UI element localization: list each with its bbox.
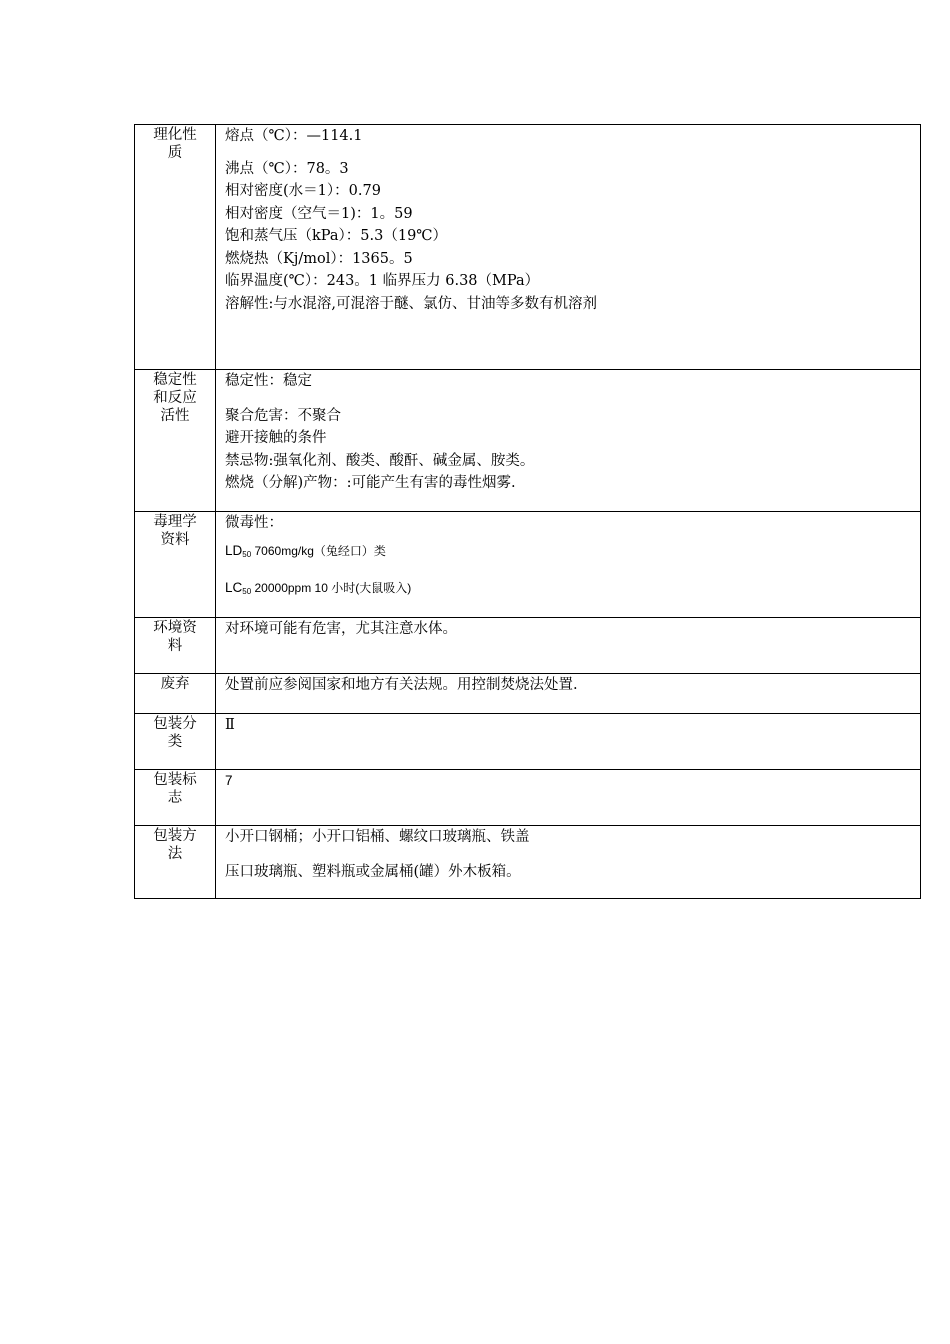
table-row [135, 770, 921, 826]
packaging-method-line-2: 压口玻璃瓶、塑料瓶或金属桶(罐）外木板箱。 [225, 863, 521, 880]
table-row [135, 826, 921, 899]
critical-temperature: 临界温度(℃）：243。1 临界压力 6.38（MPa） [225, 273, 540, 289]
row-label [135, 714, 216, 770]
ld-prefix: LD [225, 542, 243, 558]
melting-point: 熔点（℃）：—114.1 [225, 128, 363, 144]
stability: 稳定性：稳定 [225, 373, 312, 389]
conditions-to-avoid: 避开接触的条件 [225, 430, 327, 446]
table-row [135, 512, 921, 618]
spacer [225, 148, 920, 158]
packaging-class: Ⅱ [225, 717, 235, 733]
row-label-text: 稳定性和反应活性 [153, 372, 197, 424]
polymerization-hazard: 聚合危害：不聚合 [225, 407, 341, 424]
row-label [135, 770, 216, 826]
row-content [216, 370, 921, 512]
packaging-method-line-1: 小开口钢桶；小开口铝桶、螺纹口玻璃瓶、铁盖 [225, 829, 530, 845]
row-label [135, 370, 216, 512]
environment-info: 对环境可能有危害，尤其注意水体。 [225, 621, 457, 637]
row-content [216, 770, 921, 826]
decomposition-products: 燃烧（分解)产物：:可能产生有害的毒性烟雾. [225, 475, 516, 491]
row-content [216, 618, 921, 674]
row-label [135, 512, 216, 618]
msds-table-container [134, 124, 921, 899]
table-row [135, 674, 921, 714]
lc-prefix: LC [225, 580, 243, 595]
row-content [216, 674, 921, 714]
disposal-info: 处置前应参阅国家和地方有关法规。用控制焚烧法处置. [225, 677, 578, 693]
relative-density-water: 相对密度(水＝1）：0.79 [225, 183, 381, 199]
row-label-text: 理化性质 [153, 127, 197, 161]
ld-value: 7060mg/kg（兔经口）类 [251, 543, 386, 558]
relative-density-air: 相对密度（空气＝1)：1。59 [225, 205, 413, 222]
spacer [225, 393, 920, 405]
table-row [135, 618, 921, 674]
row-label [135, 674, 216, 714]
row-label-text: 包装方法 [153, 828, 197, 862]
packaging-mark: 7 [225, 773, 233, 788]
row-content [216, 714, 921, 770]
row-label-text: 包装标志 [153, 772, 197, 806]
row-content [216, 512, 921, 618]
combustion-heat: 燃烧热（Kj/mol）：1365。5 [225, 250, 413, 267]
incompatible-materials: 禁忌物:强氧化剂、酸类、酸酐、碱金属、胺类。 [225, 452, 535, 469]
row-label-text: 环境资料 [153, 620, 197, 654]
row-label-text: 废弃 [160, 676, 190, 692]
vapor-pressure: 饱和蒸气压（kPa）：5.3（19℃） [225, 228, 448, 244]
row-label [135, 125, 216, 370]
table-row [135, 125, 921, 370]
lc-subscript: 50 [242, 587, 252, 596]
row-label [135, 618, 216, 674]
lc-value: 20000ppm 10 小时(大鼠吸入) [251, 581, 412, 595]
lc50-line [225, 577, 920, 604]
ld-subscript: 50 [242, 549, 252, 559]
boiling-point: 沸点（℃）：78。3 [225, 160, 349, 177]
row-label-text: 毒理学资料 [153, 514, 197, 548]
row-label [135, 826, 216, 899]
row-label-text: 包装分类 [153, 716, 197, 750]
ld50-line [225, 540, 920, 567]
row-content [216, 826, 921, 899]
solubility: 溶解性:与水混溶,可混溶于醚、氯仿、甘油等多数有机溶剂 [225, 295, 597, 312]
row-content [216, 125, 921, 370]
table-row [135, 370, 921, 512]
toxicity-label: 微毒性： [225, 515, 283, 531]
msds-table [134, 124, 921, 899]
table-row [135, 714, 921, 770]
